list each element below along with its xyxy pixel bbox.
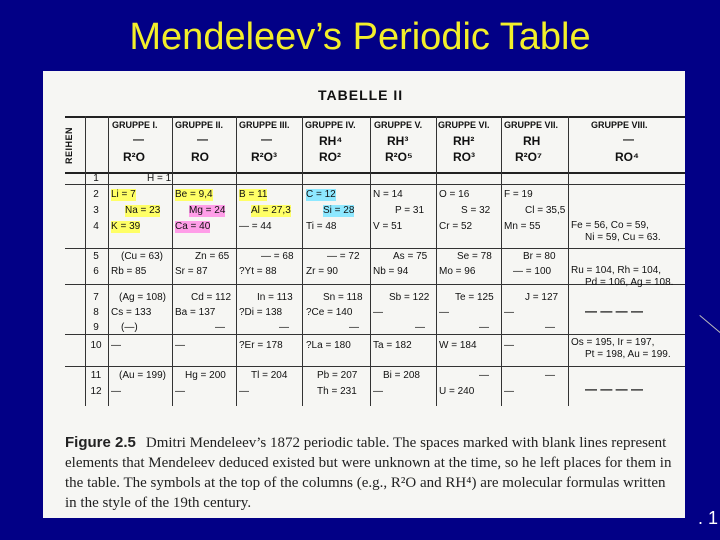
col-divider: [501, 116, 502, 406]
group-hydride: RH³: [387, 134, 409, 148]
element-cell: —: [479, 370, 489, 381]
element-cell: V = 51: [373, 221, 403, 232]
element-cell: —: [545, 322, 555, 333]
element-cell: — = 72: [327, 251, 360, 262]
group-hydride: RH²: [453, 134, 475, 148]
row-number: 4: [93, 221, 99, 232]
element-cell: Mg = 24: [189, 205, 226, 216]
element-cell: (—): [121, 322, 138, 333]
group-header: GRUPPE VIII.: [591, 120, 648, 130]
group-oxide: R²O⁵: [385, 150, 413, 164]
element-cell: Zr = 90: [306, 266, 338, 277]
element-cell: N = 14: [373, 189, 403, 200]
element-cell: Al = 27,3: [251, 205, 291, 216]
element-cell: —: [175, 386, 185, 397]
element-cell: (Au = 199): [119, 370, 166, 381]
group-header: GRUPPE II.: [175, 120, 224, 130]
element-cell: Pb = 207: [317, 370, 358, 381]
page-number: . 1: [698, 508, 719, 528]
element-cell: (Ag = 108): [119, 292, 166, 303]
element-cell: Zn = 65: [195, 251, 230, 262]
element-cell: — = 100: [513, 266, 552, 277]
element-cell: Nb = 94: [373, 266, 409, 277]
element-cell: P = 31: [395, 205, 425, 216]
element-cell: ?Ce = 140: [306, 307, 353, 318]
element-cell: —: [504, 340, 514, 351]
element-cell: Ba = 137: [175, 307, 216, 318]
element-cell: — = 68: [261, 251, 294, 262]
group-header: GRUPPE VI.: [438, 120, 490, 130]
row-number: 1: [93, 173, 99, 184]
element-cell: —: [439, 307, 449, 318]
element-cell: (Cu = 63): [121, 251, 163, 262]
element-cell: Te = 125: [455, 292, 494, 303]
element-cell: Bi = 208: [383, 370, 420, 381]
group-header: GRUPPE I.: [112, 120, 158, 130]
row-number: 10: [90, 340, 102, 351]
element-cell: Sb = 122: [389, 292, 430, 303]
row-number: 5: [93, 251, 99, 262]
element-cell: In = 113: [257, 292, 293, 303]
group-hydride: RH: [523, 134, 541, 148]
col-divider: [172, 116, 173, 406]
element-cell: ?La = 180: [306, 340, 351, 351]
element-cell: ?Er = 178: [239, 340, 283, 351]
element-cell: Mn = 55: [504, 221, 541, 232]
element-cell: — — — —: [585, 382, 644, 396]
group-hydride: —: [197, 134, 208, 146]
element-cell: F = 19: [504, 189, 533, 200]
reihen-label: REIHEN: [64, 126, 74, 164]
element-cell: Pt = 198, Au = 199.: [585, 349, 671, 360]
col-divider: [108, 116, 109, 406]
group-header: GRUPPE VII.: [504, 120, 559, 130]
element-cell: Li = 7: [111, 189, 136, 200]
element-cell: —: [545, 370, 555, 381]
element-cell: Sn = 118: [323, 292, 363, 303]
element-cell: Si = 28: [323, 205, 355, 216]
col-divider: [436, 116, 437, 406]
row10-divider: [65, 366, 685, 367]
element-cell: S = 32: [461, 205, 491, 216]
table-title: TABELLE II: [318, 87, 404, 103]
element-cell: —: [215, 322, 225, 333]
row-number: 6: [93, 266, 99, 277]
element-cell: —: [373, 386, 383, 397]
element-cell: —: [111, 340, 121, 351]
element-cell: Cd = 112: [191, 292, 232, 303]
table-top-border: [65, 116, 685, 118]
group-hydride: —: [623, 134, 634, 146]
element-cell: Sr = 87: [175, 266, 208, 277]
row-number: 11: [90, 370, 102, 381]
element-cell: Hg = 200: [185, 370, 226, 381]
element-cell: Mo = 96: [439, 266, 476, 277]
element-cell: — = 44: [239, 221, 272, 232]
group-oxide: RO: [191, 150, 209, 164]
row-number: 9: [93, 322, 99, 333]
element-cell: —: [373, 307, 383, 318]
figure-label: Figure 2.5: [65, 434, 136, 451]
element-cell: Ru = 104, Rh = 104,: [571, 265, 662, 276]
row-number: 8: [93, 307, 99, 318]
row-number: 3: [93, 205, 99, 216]
element-cell: Ti = 48: [306, 221, 337, 232]
element-cell: —: [415, 322, 425, 333]
row-number: 2: [93, 189, 99, 200]
periodic-table: [65, 116, 685, 406]
element-cell: Tl = 204: [251, 370, 288, 381]
col-divider: [236, 116, 237, 406]
periodic-table-figure: [43, 71, 685, 518]
element-cell: —: [349, 322, 359, 333]
group-header: GRUPPE V.: [374, 120, 423, 130]
element-cell: —: [479, 322, 489, 333]
element-cell: — — — —: [585, 304, 644, 318]
element-cell: O = 16: [439, 189, 470, 200]
group-header: GRUPPE III.: [239, 120, 290, 130]
element-cell: ?Yt = 88: [239, 266, 277, 277]
col-divider: [370, 116, 371, 406]
element-cell: Be = 9,4: [175, 189, 213, 200]
row-number: 12: [90, 386, 102, 397]
element-cell: B = 11: [239, 189, 268, 200]
decorative-line: [699, 315, 720, 336]
element-cell: J = 127: [525, 292, 559, 303]
element-cell: C = 12: [306, 189, 336, 200]
col-divider: [568, 116, 569, 406]
figure-caption: [65, 433, 677, 513]
col-divider: [85, 116, 86, 406]
group-oxide: R²O⁷: [515, 150, 542, 164]
element-cell: Cr = 52: [439, 221, 473, 232]
element-cell: Br = 80: [523, 251, 556, 262]
group-oxide: R²O: [123, 150, 145, 164]
element-cell: ?Di = 138: [239, 307, 283, 318]
row4-divider: [65, 248, 685, 249]
element-cell: H = 1: [147, 173, 172, 184]
element-cell: Cl = 35,5: [525, 205, 566, 216]
row-number: 7: [93, 292, 99, 303]
group-hydride: RH⁴: [319, 134, 343, 148]
element-cell: W = 184: [439, 340, 477, 351]
element-cell: Se = 78: [457, 251, 492, 262]
element-cell: As = 75: [393, 251, 428, 262]
caption-text: Dmitri Mendeleev’s 1872 periodic table. The spaces marked with blank lines represent elements that Mendeleev deduced existed but were unknown at the time, so he left places for them in the table. The symbols at the top of the columns (e.g., R²O and RH⁴) are molecular formulas written in the style of the 19th century.: [65, 435, 672, 511]
element-cell: —: [504, 386, 514, 397]
element-cell: U = 240: [439, 386, 475, 397]
element-cell: Ca = 40: [175, 221, 211, 232]
group-hydride: —: [261, 134, 272, 146]
group-oxide: RO⁴: [615, 150, 639, 164]
element-cell: Fe = 56, Co = 59,: [571, 220, 649, 231]
element-cell: —: [239, 386, 249, 397]
group-header: GRUPPE IV.: [305, 120, 356, 130]
element-cell: Pd = 106, Ag = 108.: [585, 277, 674, 288]
element-cell: —: [279, 322, 289, 333]
element-cell: —: [504, 307, 514, 318]
element-cell: —: [111, 386, 121, 397]
element-cell: Rb = 85: [111, 266, 147, 277]
element-cell: Ta = 182: [373, 340, 412, 351]
element-cell: Ni = 59, Cu = 63.: [585, 232, 661, 243]
element-cell: Cs = 133: [111, 307, 152, 318]
element-cell: Na = 23: [125, 205, 161, 216]
element-cell: Os = 195, Ir = 197,: [571, 337, 655, 348]
group-oxide: R²O³: [251, 150, 277, 164]
element-cell: —: [175, 340, 185, 351]
col-divider: [302, 116, 303, 406]
slide-title: Mendeleev’s Periodic Table: [129, 16, 591, 58]
group-oxide: RO²: [319, 150, 341, 164]
group-hydride: —: [133, 134, 144, 146]
element-cell: K = 39: [111, 221, 141, 232]
group-oxide: RO³: [453, 150, 475, 164]
row9-divider: [65, 334, 685, 335]
element-cell: Th = 231: [317, 386, 357, 397]
